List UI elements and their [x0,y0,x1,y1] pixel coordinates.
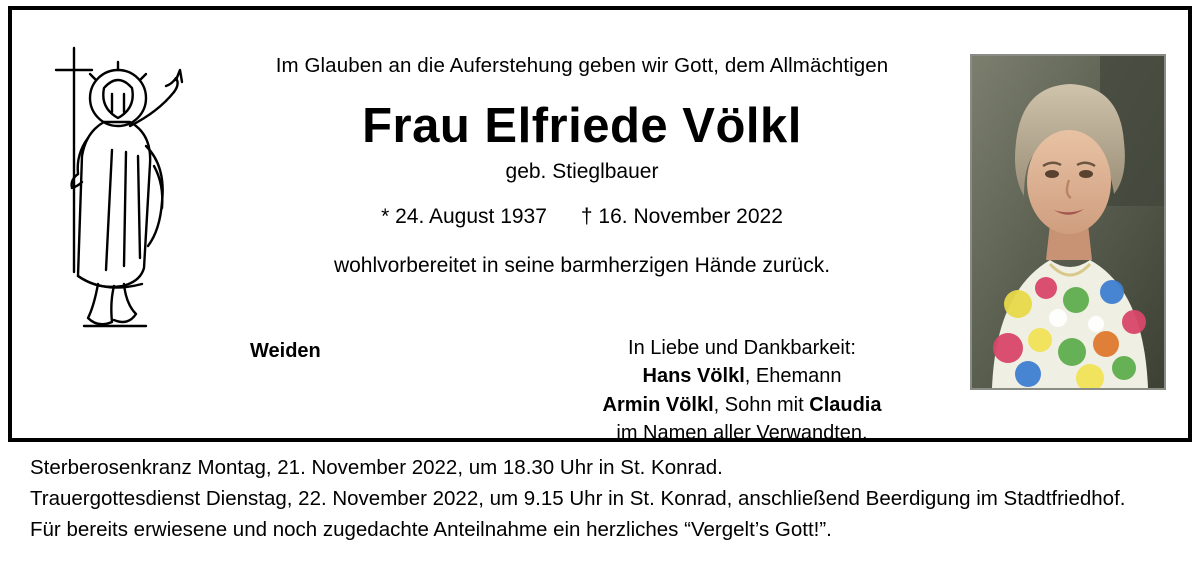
intro-line: Im Glauben an die Auferstehung geben wir Gott, dem Allmächtigen [275,54,889,77]
committal-line: wohlvorbereitet in seine barmherzigen Hände zurück. [333,254,831,278]
family-member-son [532,391,952,419]
maiden-name: geb. Stieglbauer [505,160,659,184]
family-member-husband [532,362,952,390]
footer-line-thanks: Für bereits erwiesene und noch zugedachte Anteilnahme ein herzliches “Vergelt’s Gott!”. [30,518,832,542]
obituary-text-column [212,54,952,278]
place-label: Weiden [250,340,321,362]
footer-line-service: Trauergottesdienst Dienstag, 22. November 2022, um 9.15 Uhr in St. Konrad, anschließend Beerdigung im Stadtfriedhof. [30,487,1126,511]
birth-date: * 24. August 1937 [381,205,547,229]
daughter-in-law-name: Claudia [809,393,882,416]
son-relation: , Sohn mit [713,393,810,416]
husband-name: Hans Völkl [642,365,745,388]
family-relatives-line: im Namen aller Verwandten. [616,422,868,445]
son-name: Armin Völkl [602,393,714,416]
deceased-name: Frau Elfriede Völkl [362,98,802,153]
life-dates [212,205,952,229]
footer-line-rosary: Sterberosenkranz Montag, 21. November 2022, um 18.30 Uhr in St. Konrad. [30,456,723,479]
family-heading: In Liebe und Dankbarkeit: [628,337,856,359]
portrait-photo [970,54,1166,390]
obituary-notice-box [8,6,1192,445]
service-details-footer [30,452,1180,545]
risen-christ-icon [26,26,206,346]
family-block [532,334,952,448]
death-date: † 16. November 2022 [580,205,783,229]
husband-relation: , Ehemann [744,365,842,388]
